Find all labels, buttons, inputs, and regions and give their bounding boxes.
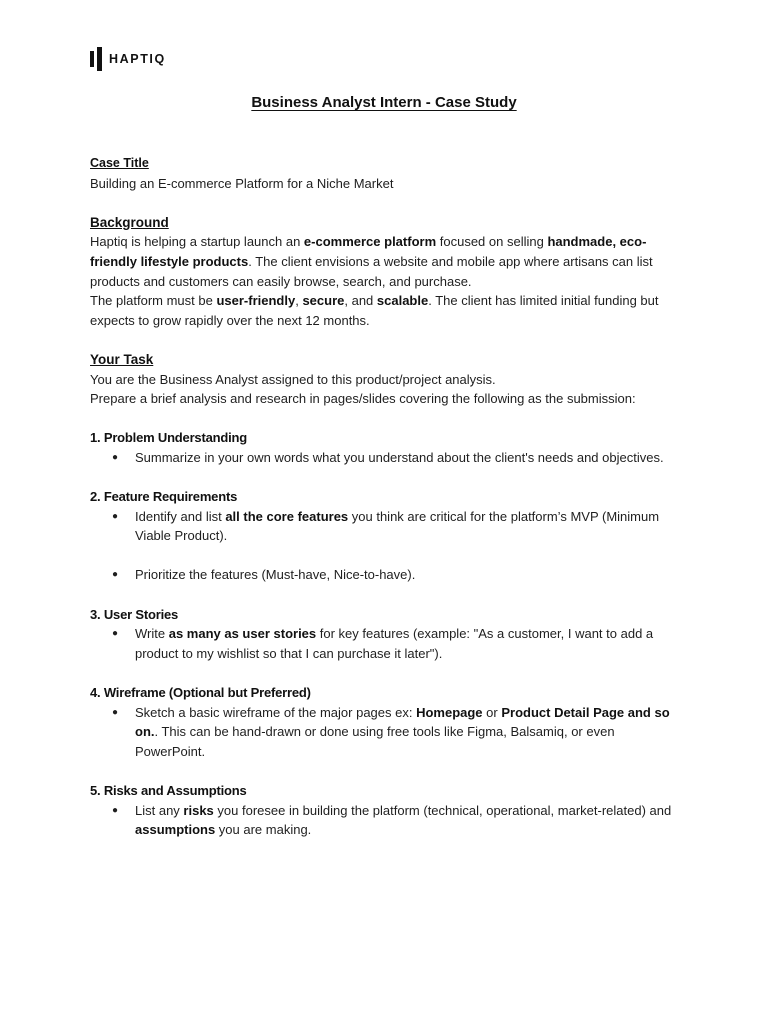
your-task-line-2: Prepare a brief analysis and research in pages/slides covering the following as the submission: [90,391,636,407]
section-1-heading: 1. Problem Understanding [90,430,248,446]
background-label: Background [90,214,169,230]
haptiq-logo [90,46,166,72]
logo-mark-icon [90,47,102,71]
section-2-list [90,507,680,546]
case-title-text: Building an E-commerce Platform for a Niche Market [90,175,394,191]
document-body [90,154,680,840]
background-paragraph-2: The platform must be user-friendly, secure, and scalable. The client has limited initial funding but expects to grow rapidly over the next 12 months. [90,293,659,328]
section-3-list [90,624,680,663]
document-title-wrap [0,94,768,111]
section-3-bullet-1: ● Write as many as user stories for key features (example: "As a customer, I want to add a product to my wishlist so that I can purchase it later"). [90,624,680,663]
section-2-bullet-1: ● Identify and list all the core features you think are critical for the platform’s MVP (Minimum Viable Product). [90,507,680,546]
section-1-bullet-1: ● Summarize in your own words what you understand about the client's needs and objectives. [90,448,680,468]
background-paragraph-1: Haptiq is helping a startup launch an e-commerce platform focused on selling handmade, eco-friendly lifestyle products. The client envisions a website and mobile app where artisans can list products and customers can easily browse, search, and purchase. [90,234,653,289]
section-5-heading: 5. Risks and Assumptions [90,783,247,798]
your-task-label: Your Task [90,351,154,367]
case-title-label: Case Title [90,156,149,170]
section-5-bullet-1: ● List any risks you foresee in building the platform (technical, operational, market-related) and assumptions you are making. [90,801,680,840]
section-4-list [90,703,680,762]
document-title: Business Analyst Intern - Case Study [251,94,517,111]
section-1-list [90,448,680,468]
section-3-heading: 3. User Stories [90,606,179,622]
section-2-heading: 2. Feature Requirements [90,489,238,505]
section-2-bullet-2: ● Prioritize the features (Must-have, Nice-to-have). [90,565,680,585]
section-4-heading: 4. Wireframe (Optional but Preferred) [90,685,311,701]
section-5-list [90,801,680,840]
section-4-bullet-1: ● Sketch a basic wireframe of the major pages ex: Homepage or Product Detail Page and so on.. This can be hand-drawn or done using free tools like Figma, Balsamiq, or even PowerPoint. [90,703,680,762]
your-task-line-1: You are the Business Analyst assigned to this product/project analysis. [90,371,496,387]
section-2-list-2 [90,565,680,585]
logo-text: HAPTIQ [109,52,166,66]
